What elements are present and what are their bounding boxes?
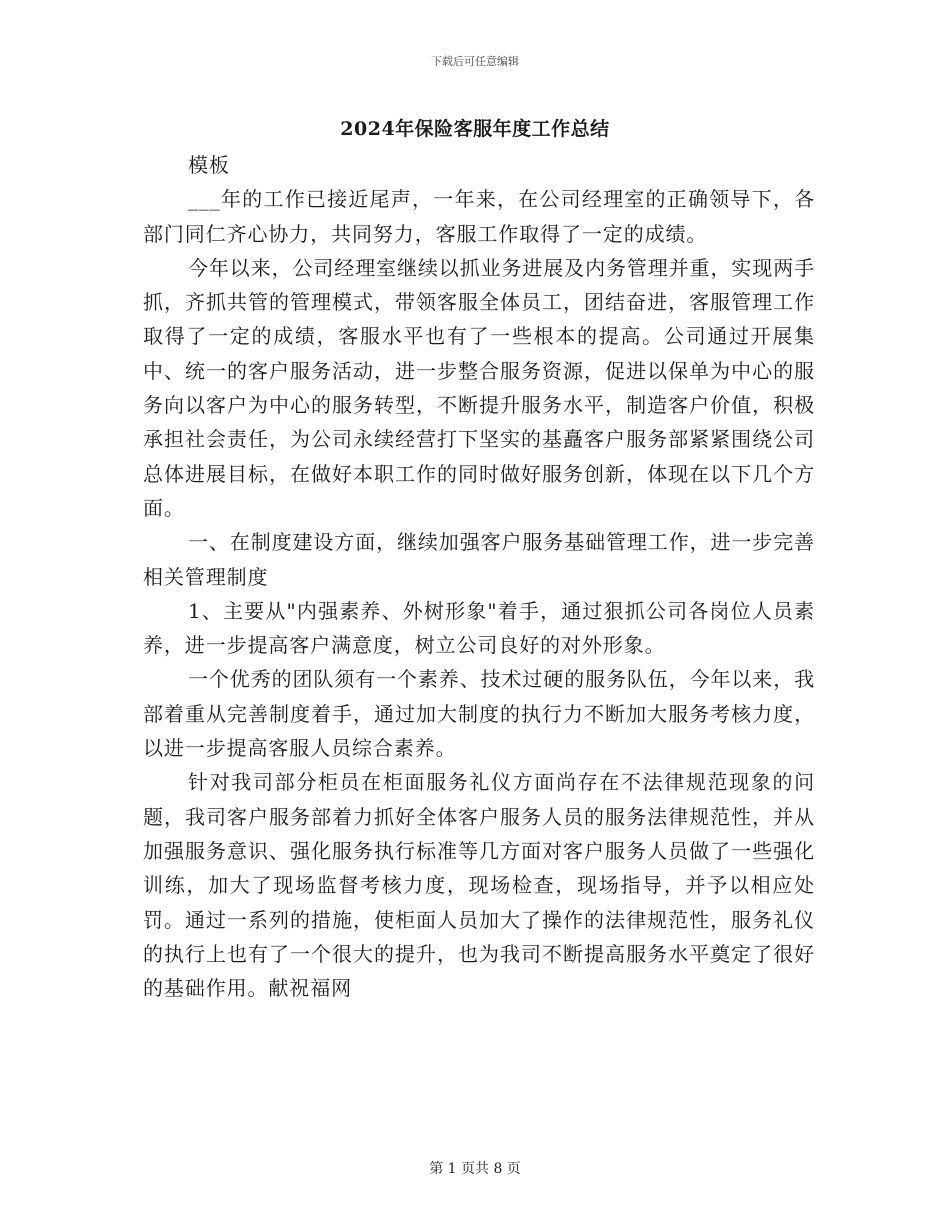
document-title: 2024年保险客服年度工作总结 [340,118,610,140]
page-number: 第 1 页共 8 页 [429,1161,521,1177]
document-body [143,148,815,1005]
paragraph-item-one: 1、主要从"内强素养、外树形象"着手，通过狠抓公司各岗位人员素养，进一步提高客户满意度，树立公司良好的对外形象。 [143,598,815,658]
paragraph-intro: ___年的工作已接近尾声，一年来，在公司经理室的正确领导下，各部门同仁齐心协力，共同努力，客服工作取得了一定的成绩。 [143,187,815,246]
paragraph-overview: 今年以来，公司经理室继续以抓业务进展及内务管理并重，实现两手抓，齐抓共管的管理模式，带领客服全体员工，团结奋进，客服管理工作取得了一定的成绩，客服水平也有了一些根本的提高。公司通过开展集中、统一的客户服务活动，进一步整合服务资源，促进以保单为中心的服务向以客户为中心的服务转型，不断提升服务水平，制造客户价值，积极承担社会责任，为公司永续经营打下坚实的基矗客户服务部紧紧围绕公司总体进展目标，在做好本职工作的同时做好服务创新，体现在以下几个方面。 [143,255,815,520]
header-note: 下载后可任意编辑 [431,55,519,68]
paragraph-team: 一个优秀的团队须有一个素养、技术过硬的服务队伍，今年以来，我部着重从完善制度着手，通过加大制度的执行力不断加大服务考核力度，以进一步提高客服人员综合素养。 [143,667,815,761]
paragraph-section-one-heading: 一、在制度建设方面，继续加强客户服务基础管理工作，进一步完善相关管理制度 [143,530,815,589]
paragraph-template-label: 模板 [188,153,230,177]
paragraph-etiquette: 针对我司部分柜员在柜面服务礼仪方面尚存在不法律规范现象的问题，我司客户服务部着力抓好全体客户服务人员的服务法律规范性，并从加强服务意识、强化服务执行标准等几方面对客户服务人员做了一些强化训练，加大了现场监督考核力度，现场检查，现场指导，并予以相应处罚。通过一系列的措施，使柜面人员加大了操作的法律规范性，服务礼仪的执行上也有了一个很大的提升，也为我司不断提高服务水平奠定了很好的基础作用。献祝福网 [143,770,815,1001]
